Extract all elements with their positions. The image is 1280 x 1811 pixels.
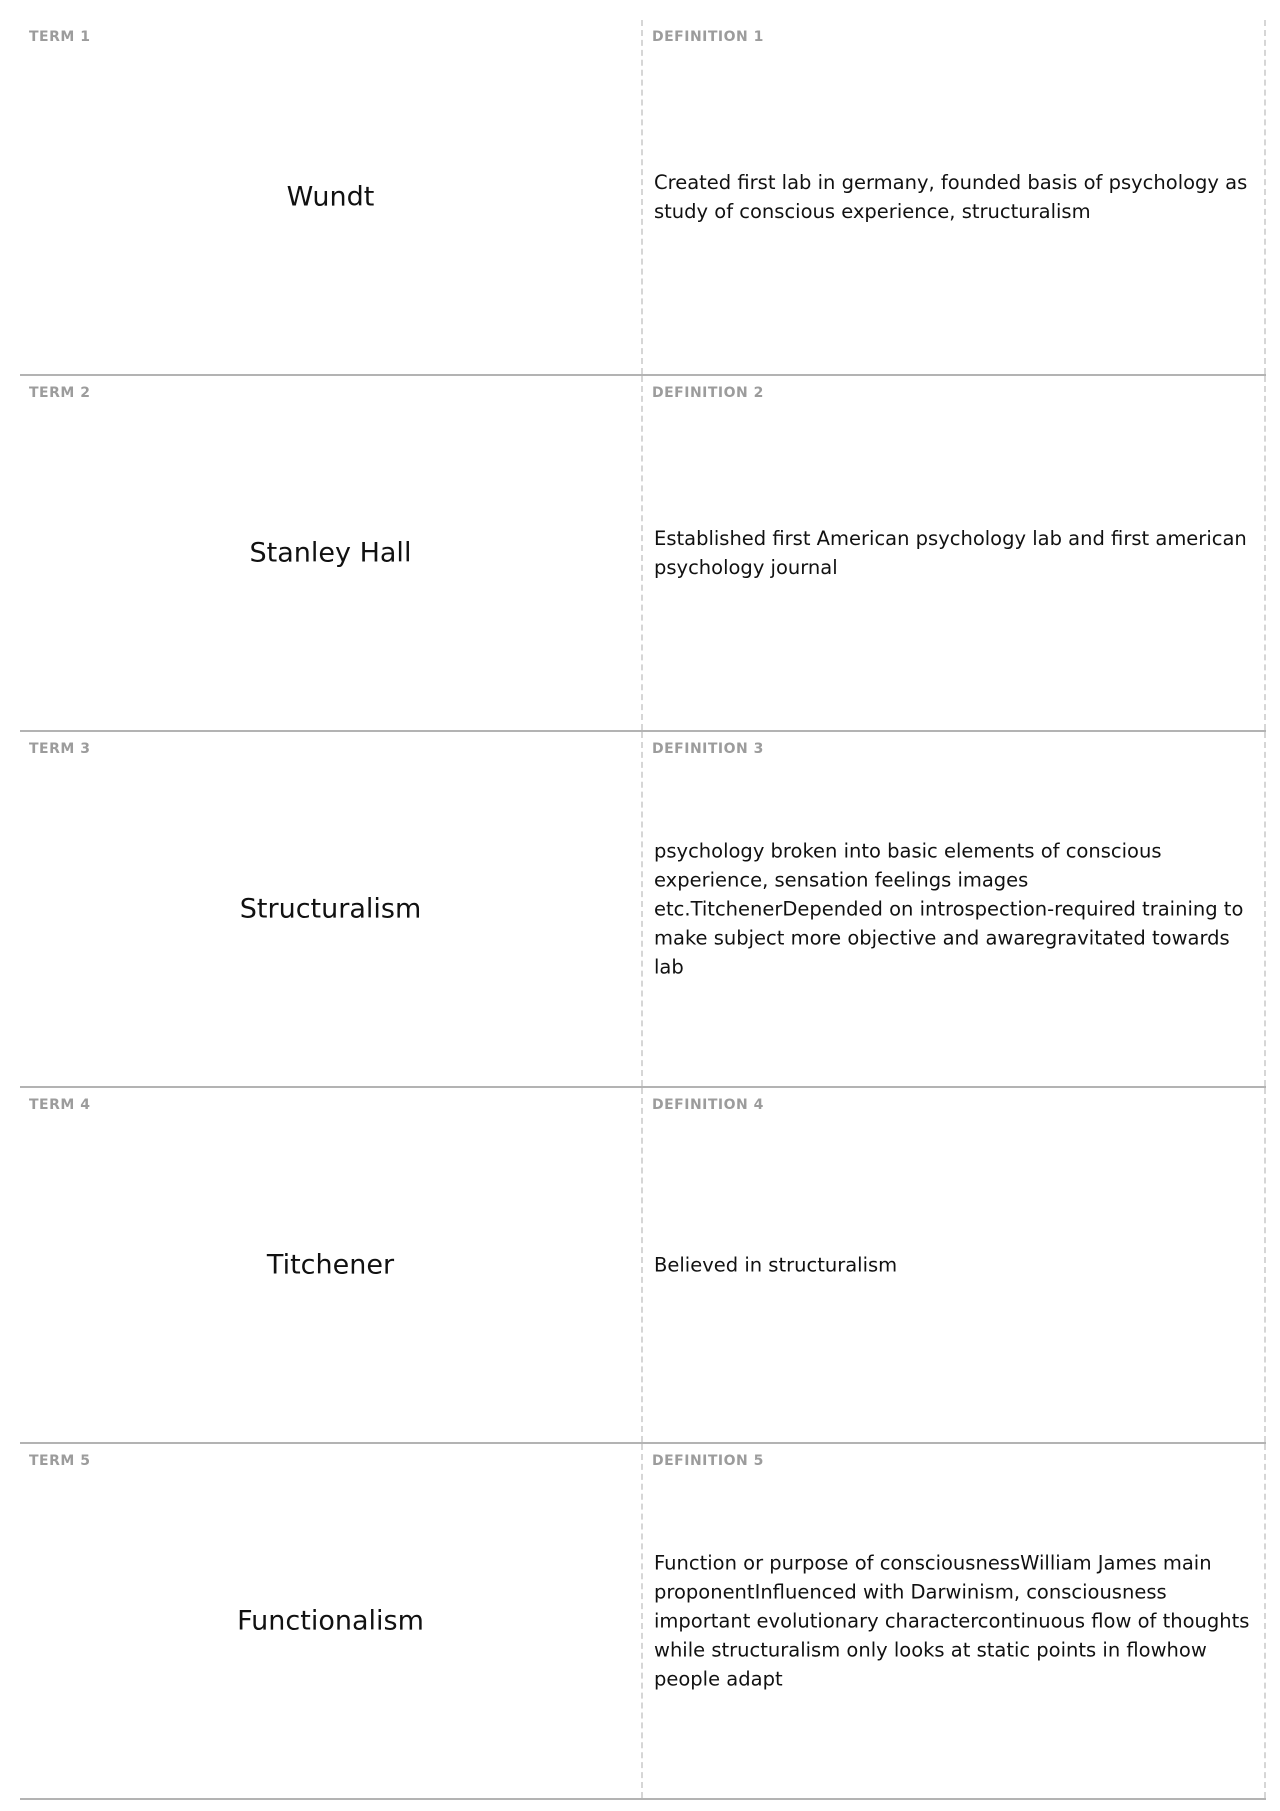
term-cell [20, 732, 643, 1086]
definition-cell [643, 376, 1266, 730]
definition-label: DEFINITION 4 [652, 1097, 764, 1113]
definition-label: DEFINITION 5 [652, 1453, 764, 1469]
term-text: Titchener [266, 1249, 395, 1281]
flashcard-row [20, 1088, 1266, 1444]
definition-label: DEFINITION 1 [652, 29, 764, 45]
flashcard-row [20, 376, 1266, 732]
definition-text: Created first lab in germany, founded basis of psychology as study of conscious experience, structuralism [654, 171, 1248, 223]
term-text: Wundt [286, 181, 375, 213]
definition-label: DEFINITION 2 [652, 385, 764, 401]
definition-text: Function or purpose of consciousnessWilliam James main proponentInfluenced with Darwinism, consciousness important evolutionary charactercontinuous flow of thoughts while structuralism only looks at static points in flowhow people adapt [654, 1551, 1250, 1691]
flashcard-row [20, 20, 1266, 376]
flashcard-sheet [20, 20, 1266, 1800]
definition-label: DEFINITION 3 [652, 741, 764, 757]
term-cell [20, 1444, 643, 1798]
term-label: TERM 3 [29, 741, 91, 757]
definition-cell [643, 732, 1266, 1086]
definition-text: Established first American psychology lab and first american psychology journal [654, 527, 1247, 579]
definition-cell [643, 20, 1266, 374]
term-label: TERM 2 [29, 385, 91, 401]
flashcard-row [20, 732, 1266, 1088]
term-cell [20, 20, 643, 374]
term-label: TERM 5 [29, 1453, 91, 1469]
definition-text: psychology broken into basic elements of conscious experience, sensation feelings images etc.TitchenerDepended on introspection-required training to make subject more objective and awaregravitated towards lab [654, 839, 1244, 979]
definition-cell [643, 1444, 1266, 1798]
term-text: Structuralism [239, 893, 422, 925]
flashcard-row [20, 1444, 1266, 1800]
term-text: Stanley Hall [249, 537, 412, 569]
definition-text: Believed in structuralism [654, 1253, 898, 1277]
term-label: TERM 4 [29, 1097, 91, 1113]
term-cell [20, 1088, 643, 1442]
term-cell [20, 376, 643, 730]
definition-cell [643, 1088, 1266, 1442]
term-label: TERM 1 [29, 29, 91, 45]
term-text: Functionalism [237, 1605, 424, 1637]
